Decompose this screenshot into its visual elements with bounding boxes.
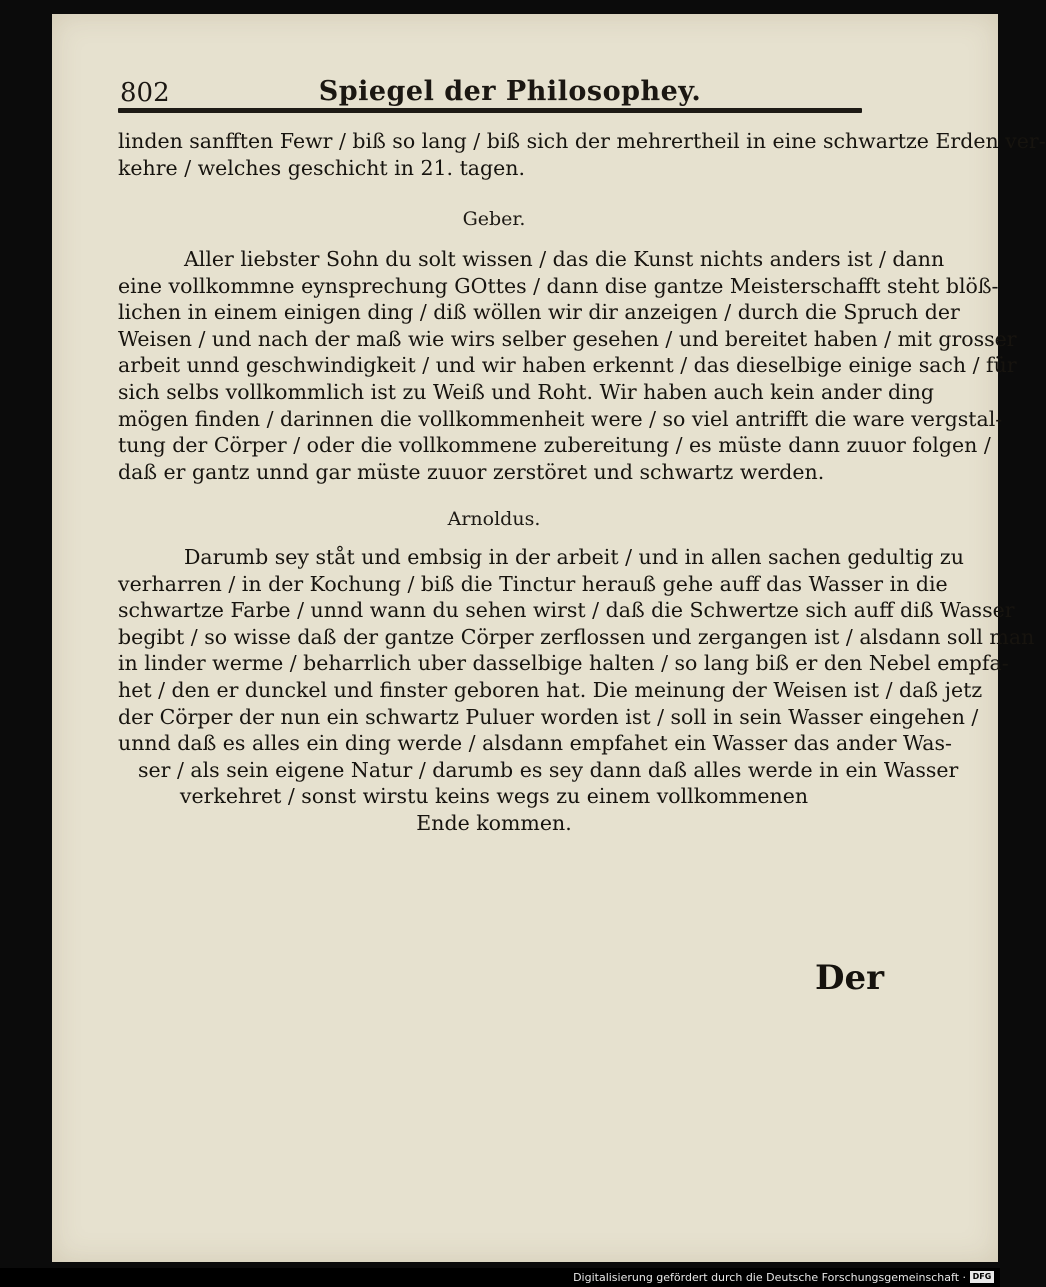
section-text-geber bbox=[118, 246, 1017, 485]
text-line: begibt / so wisse daß der gantze Cörper zerflossen und zergangen ist / alsdann soll man bbox=[118, 624, 1035, 649]
text-line: arbeit unnd geschwindigkeit / und wir haben erkennt / das dieselbige einige sach / für bbox=[118, 353, 1017, 378]
text-line: lichen in einem einigen ding / diß wöllen wir dir anzeigen / durch die Spruch der bbox=[118, 300, 960, 325]
text-line: verkehret / sonst wirstu keins wegs zu einem vollkommenen bbox=[179, 784, 809, 809]
text-line: het / den er dunckel und finster geboren hat. Die meinung der Weisen ist / daß jetz bbox=[118, 677, 983, 702]
section-text-arnoldus bbox=[118, 544, 1035, 837]
text-line: daß er gantz unnd gar müste zuuor zerstöret und schwartz werden. bbox=[118, 459, 825, 484]
page-number: 802 bbox=[120, 78, 170, 108]
text-line: Ende kommen. bbox=[416, 810, 572, 835]
digitization-footer bbox=[0, 1268, 1000, 1287]
footer-credit: Digitalisierung gefördert durch die Deutsche Forschungsgemeinschaft · bbox=[573, 1271, 966, 1284]
text-line: in linder werme / beharrlich uber dasselbige halten / so lang biß er den Nebel empfa- bbox=[118, 651, 1009, 676]
text-line: tung der Cörper / oder die vollkommene zubereitung / es müste dann zuuor folgen / bbox=[118, 433, 991, 458]
continuation-paragraph bbox=[118, 128, 1046, 181]
text-line: Aller liebster Sohn du solt wissen / das die Kunst nichts anders ist / dann bbox=[184, 247, 945, 271]
text-line: der Cörper der nun ein schwartz Puluer worden ist / soll in sein Wasser eingehen / bbox=[118, 704, 979, 729]
header-rule bbox=[118, 108, 862, 113]
section-heading-arnoldus: Arnoldus. bbox=[447, 508, 541, 530]
text-line: eine vollkommne eynsprechung GOttes / dann dise gantze Meisterschafft steht blöß- bbox=[118, 273, 999, 298]
catchword: Der bbox=[815, 958, 885, 998]
text-line: schwartze Farbe / unnd wann du sehen wirst / daß die Schwertze sich auff diß Wasser bbox=[118, 598, 1015, 623]
dfg-logo: DFG bbox=[970, 1271, 994, 1283]
text-line: mögen finden / darinnen die vollkommenheit were / so viel antrifft die ware vergstal- bbox=[118, 406, 1003, 431]
section-heading-geber: Geber. bbox=[462, 208, 526, 230]
text-line: linden sanfften Fewr / biß so lang / biß sich der mehrertheil in eine schwartze Erden ver- bbox=[118, 129, 1046, 153]
text-line: unnd daß es alles ein ding werde / alsdann empfahet ein Wasser das ander Was- bbox=[118, 731, 952, 756]
running-head: Spiegel der Philosophey. bbox=[318, 76, 702, 107]
text-line: verharren / in der Kochung / biß die Tinctur herauß gehe auff das Wasser in die bbox=[118, 571, 948, 596]
text-line: kehre / welches geschicht in 21. tagen. bbox=[118, 155, 525, 180]
text-line: Darumb sey ståt und embsig in der arbeit / und in allen sachen gedultig zu bbox=[184, 545, 964, 569]
text-line: ser / als sein eigene Natur / darumb es sey dann daß alles werde in ein Wasser bbox=[138, 757, 959, 782]
text-line: sich selbs vollkommlich ist zu Weiß und Roht. Wir haben auch kein ander ding bbox=[118, 379, 935, 404]
text-line: Weisen / und nach der maß wie wirs selber gesehen / und bereitet haben / mit grosser bbox=[118, 326, 1017, 351]
